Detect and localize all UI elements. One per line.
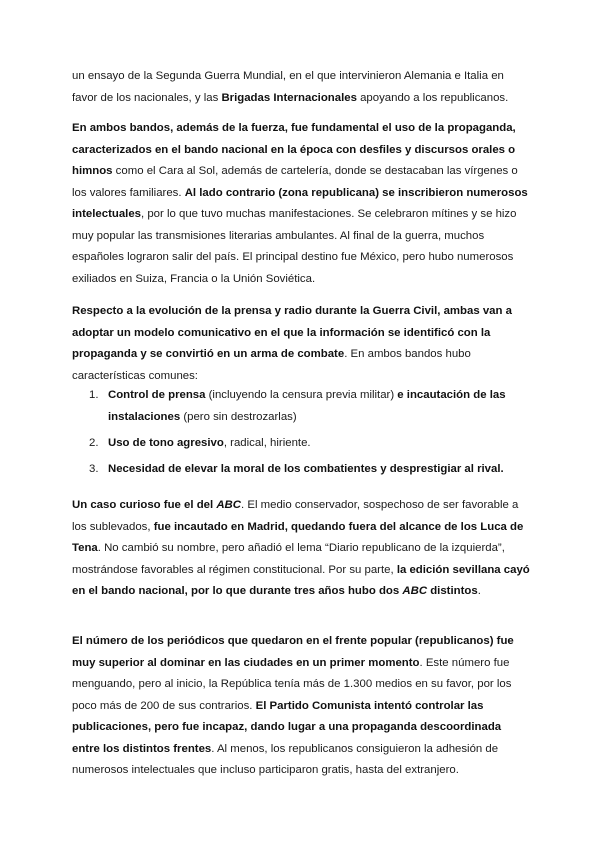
text: (pero sin destrozarlas): [180, 410, 297, 423]
bold-text: El número de los periódicos que quedaron en el frente popular (republicanos) fue muy superior al dominar en las ciudades en un primer momento: [72, 635, 514, 669]
text: . En ambos bandos hubo características comunes:: [72, 348, 471, 382]
paragraph-abc-case: [72, 495, 532, 603]
bold-text: El Partido Comunista intentó controlar las publicaciones, pero fue incapaz, dando lugar a una propaganda descoordinada entre los distintos frentes: [72, 699, 502, 755]
bold-text: la edición sevillana cayó en el bando nacional, por lo que durante tres años hubo dos: [72, 563, 530, 597]
paragraph-propaganda: [72, 118, 532, 290]
paragraph-press-radio: [72, 301, 532, 387]
text: (incluyendo la censura previa militar): [205, 389, 398, 401]
text: . El medio conservador, sospechoso de ser favorable a los sublevados,: [72, 499, 519, 533]
bold-text: e incautación de las instalaciones: [108, 389, 506, 423]
bold-italic-text: [216, 499, 241, 511]
text: . Al menos, los republicanos consiguieron la adhesión de numerosos intelectuales que incluso participaron gratis, hasta del extranjero.: [72, 742, 499, 776]
bold-text: distintos: [427, 585, 478, 597]
italic-text: ABC: [402, 585, 428, 597]
list-item: [72, 385, 532, 428]
text: , por lo que tuvo muchas manifestaciones. Se celebraron mítines y se hizo muy popular las transmisiones literarias ambulantes. Al final de la guerra, muchos españoles lograron salir del país. El principal destino fue México, pero hubo numerosos exiliados en Suiza, Francia o la Unión Soviética.: [72, 208, 517, 285]
bold-text: Brigadas Internacionales: [221, 91, 357, 104]
bold-text: En ambos bandos, además de la fuerza, fue fundamental el uso de la propaganda, caracterizados en el bando nacional en la época con desfiles y discursos orales o himnos: [72, 122, 516, 177]
italic-text: ABC: [216, 499, 242, 511]
list-number: 1.: [89, 389, 99, 401]
bold-text: Un caso curioso fue el del: [72, 499, 217, 511]
numbered-list: [72, 385, 532, 485]
bold-text: fue incautado en Madrid, quedando fuera del alcance de los Luca de Tena: [72, 520, 524, 554]
list-number: 3.: [89, 462, 99, 475]
bold-text: Uso de tono agresivo: [108, 436, 224, 449]
text: apoyando a los republicanos.: [356, 91, 509, 104]
text: , radical, hiriente.: [223, 436, 311, 449]
text: . No cambió su nombre, pero añadió el lema “Diario republicano de la izquierda”, mostrándose favorables al régimen constitucional. Por su parte,: [72, 542, 505, 576]
bold-italic-text: [402, 585, 427, 597]
text: .: [477, 585, 481, 597]
list-number: 2.: [89, 436, 99, 449]
bold-text: Control de prensa: [108, 389, 206, 401]
text: . Este número fue menguando, pero al inicio, la República tenía más de 1.300 medios en su favor, por los poco más de 200 de sus contrarios.: [72, 656, 512, 712]
text: un ensayo de la Segunda Guerra Mundial, en el que intervinieron Alemania e Italia en favor de los nacionales, y las: [72, 70, 504, 104]
paragraph-international-brigades: [72, 66, 532, 109]
paragraph-newspapers-number: [72, 631, 532, 782]
text: como el Cara al Sol, además de cartelería, donde se destacaban las vírgenes o los valores familiares.: [72, 165, 518, 199]
bold-text: Respecto a la evolución de la prensa y radio durante la Guerra Civil, ambas van a adoptar un modelo comunicativo en el que la información se identificó con la propaganda y se convirtió en un arma de combate: [72, 305, 512, 360]
list-item: [72, 433, 532, 455]
bold-text: Al lado contrario (zona republicana) se inscribieron numerosos intelectuales: [72, 186, 528, 220]
list-item: [72, 459, 532, 481]
bold-text: Necesidad de elevar la moral de los combatientes y desprestigiar al rival.: [108, 462, 504, 475]
